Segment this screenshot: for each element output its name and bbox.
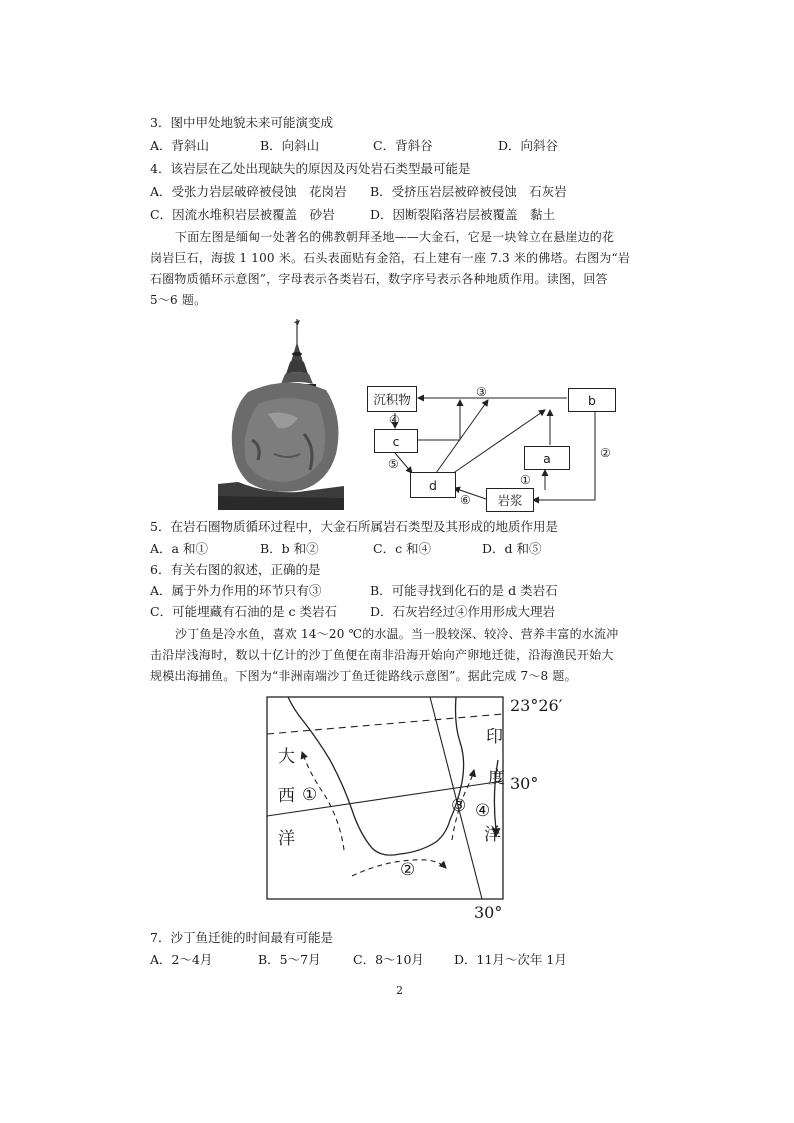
q6-stem: 6．有关右图的叙述，正确的是 — [150, 562, 321, 577]
q4-stem: 4．该岩层在乙处出现缺失的原因及丙处岩石类型最可能是 — [150, 161, 471, 176]
q4-option-a: A．受张力岩层破碎被侵蚀 花岗岩 — [150, 184, 347, 199]
q7-stem: 7．沙丁鱼迁徙的时间最有可能是 — [150, 930, 333, 945]
process-2-label: ② — [600, 446, 611, 460]
q4-option-c: C．因流水堆积岩层被覆盖 砂岩 — [150, 207, 335, 222]
q4-option-b: B．受挤压岩层被碎被侵蚀 石灰岩 — [370, 184, 567, 199]
route-2-label: ② — [400, 860, 416, 880]
lat-30-label: 30° — [510, 774, 539, 793]
q5-option-b: B．b 和② — [260, 541, 319, 556]
rock-cycle-diagram — [360, 380, 625, 510]
q6-option-b: B．可能寻找到化石的是 d 类岩石 — [370, 583, 558, 598]
q5-option-a: A．a 和① — [150, 541, 208, 556]
passage1-line: 5～6 题。 — [150, 293, 207, 307]
atlantic-label-3: 洋 — [278, 829, 295, 849]
process-1-label: ① — [520, 473, 531, 487]
q6-option-c: C．可能埋藏有石油的是 c 类岩石 — [150, 604, 338, 619]
atlantic-label-2: 西 — [278, 786, 295, 806]
q7-option-c: C．8～10月 — [353, 952, 424, 967]
q6-option-d: D．石灰岩经过④作用形成大理岩 — [370, 604, 556, 619]
golden-rock-photo — [218, 314, 344, 510]
route-4-label: ④ — [475, 801, 491, 821]
atlantic-label-1: 大 — [278, 747, 295, 767]
passage2-line: 击沿岸浅海时，数以十亿计的沙丁鱼便在南非沿海开始向产卵地迁徙，沿海渔民开始大 — [150, 648, 614, 662]
q4-option-d: D．因断裂陷落岩层被覆盖 黏土 — [370, 207, 556, 222]
route-3-label: ③ — [451, 796, 467, 816]
sardine-migration-map — [260, 690, 563, 925]
q3-option-c: C．背斜谷 — [373, 138, 433, 153]
node-a: a — [524, 446, 570, 470]
q7-option-a: A．2～4月 — [150, 952, 213, 967]
node-b: b — [568, 388, 616, 412]
node-sediment: 沉积物 — [367, 386, 417, 412]
q5-stem: 5．在岩石圈物质循环过程中，大金石所属岩石类型及其形成的地质作用是 — [150, 519, 558, 534]
process-3-label: ③ — [476, 385, 487, 399]
lon-30-label: 30° — [474, 903, 503, 922]
route-1-label: ① — [302, 785, 318, 805]
process-4-label: ④ — [389, 413, 400, 427]
q6-option-a: A．属于外力作用的环节只有③ — [150, 583, 322, 598]
q3-option-b: B．向斜山 — [260, 138, 320, 153]
q5-option-d: D．d 和⑤ — [482, 541, 542, 556]
q3-stem: 3．图中甲处地貌未来可能演变成 — [150, 115, 333, 130]
node-c: c — [374, 429, 418, 453]
passage1-line: 石圈物质循环示意图”，字母表示各类岩石，数字序号表示各种地质作用。读图，回答 — [150, 272, 608, 286]
q7-option-b: B．5～7月 — [258, 952, 321, 967]
indian-label-1: 印 — [486, 727, 503, 747]
indian-label-2: 度 — [488, 768, 505, 788]
q3-option-d: D．向斜谷 — [498, 138, 559, 153]
q7-option-d: D．11月～次年 1月 — [454, 952, 567, 967]
indian-label-3: 洋 — [484, 825, 501, 845]
q5-option-c: C．c 和④ — [373, 541, 432, 556]
node-magma: 岩浆 — [486, 488, 534, 512]
node-d: d — [410, 472, 456, 498]
process-6-label: ⑥ — [460, 493, 471, 507]
tropic-label: 23°26′ — [510, 696, 563, 715]
passage2-line: 沙丁鱼是冷水鱼，喜欢 14～20 ℃的水温。当一股较深、较冷、营养丰富的水流冲 — [175, 627, 619, 641]
passage2-line: 规模出海捕鱼。下图为“非洲南端沙丁鱼迁徙路线示意图”。据此完成 7～8 题。 — [150, 669, 577, 683]
q3-option-a: A．背斜山 — [150, 138, 210, 153]
page-number: 2 — [396, 984, 403, 997]
process-5-label: ⑤ — [388, 457, 399, 471]
passage1-line: 岗岩巨石，海拔 1 100 米。石头表面贴有金箔，石上建有一座 7.3 米的佛塔。右图为“岩 — [150, 251, 631, 265]
passage1-line: 下面左图是缅甸一处著名的佛教朝拜圣地——大金石，它是一块耸立在悬崖边的花 — [175, 230, 615, 244]
